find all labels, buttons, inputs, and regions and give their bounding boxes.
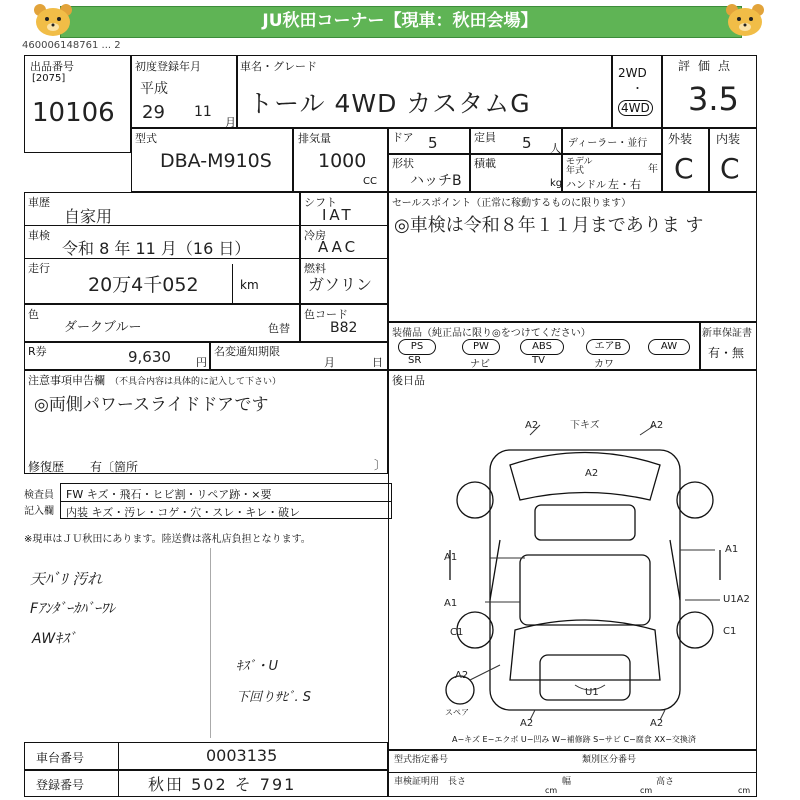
diagram-mark-a2-rear-bumper-left: A2 — [520, 718, 534, 729]
ac-label: 冷房 — [304, 229, 326, 242]
plate-value: 秋田 502 そ 791 — [148, 775, 297, 794]
name-change-day: 日 — [372, 356, 383, 369]
mileage-unit: km — [240, 278, 259, 292]
shape-value: ハッチB — [410, 173, 462, 189]
first-reg-month-unit: 月 — [225, 116, 236, 129]
top-strip: 460006148761 ... 2 — [22, 40, 121, 51]
warranty-label: 新車保証書 — [702, 328, 752, 339]
notes-sub: （不具合内容は具体的に記入して下さい） — [110, 377, 282, 387]
dealer-label: ディーラー・並行 — [568, 138, 648, 149]
payload-label: 積載 — [474, 157, 496, 170]
name-change-label: 名変通知期限 — [214, 345, 280, 358]
hand-note-5: 下回りｻﾋﾞ. S — [236, 690, 312, 705]
height-unit: cm — [738, 786, 751, 795]
inspector-label2: 記入欄 — [24, 506, 54, 517]
bear-mascot-icon — [30, 2, 76, 38]
diagram-mark-a2-hood: A2 — [585, 468, 599, 479]
chassis-label: 車台番号 — [36, 751, 85, 765]
diagram-mark-u1-rear: U1 — [585, 687, 599, 698]
shape-label: 形状 — [392, 157, 414, 170]
type-approval-label: 型式指定番号 — [394, 755, 449, 765]
hand-note-4: ｷｽﾞ・U — [236, 659, 279, 674]
interior-label: 内装 — [716, 132, 741, 146]
hand-note-1: 天ﾊﾞﾘ 汚れ — [30, 570, 103, 588]
diagram-mark-a2-rear-left: A2 — [455, 670, 469, 681]
diagram-mark-a1-left-front: A1 — [444, 552, 458, 563]
sales-point-text: ◎車検は令和８年１１月までありま す — [394, 215, 704, 236]
model-year-label2: 年式 — [566, 166, 585, 176]
hand-note-3: AWｷｽﾞ — [32, 631, 77, 647]
doors-label: ドア — [392, 131, 414, 144]
bear-mascot-icon — [722, 2, 768, 38]
model-label: 車名・グレード — [240, 60, 317, 73]
capacity-label: 定員 — [474, 131, 496, 144]
lot-label: 出品番号 — [30, 60, 74, 73]
header-title: JU秋田コーナー【現車：秋田会場】 — [262, 11, 538, 31]
inspector-row1: FW キズ・飛石・ヒビ割・リペア跡・×要 — [66, 488, 272, 501]
inspector-row2: 内装 キズ・汚レ・コゲ・穴・スレ・キレ・破レ — [66, 506, 301, 519]
class-number-label: 類別区分番号 — [582, 755, 637, 765]
mileage-value: 20万4千052 — [88, 274, 199, 296]
length-label: 長さ — [448, 777, 467, 787]
lot-sub: [2075] — [32, 73, 66, 84]
ac-value: AAC — [318, 238, 359, 256]
name-change-month: 月 — [324, 356, 335, 369]
notes-label: 注意事項申告欄 — [28, 374, 105, 387]
color-label: 色 — [28, 308, 39, 321]
model-year-unit: 年 — [648, 164, 658, 175]
score-label: 評価点 — [678, 59, 739, 73]
mileage-label: 走行 — [28, 262, 50, 275]
equip-navi: ナビ — [470, 359, 490, 370]
shift-label: シフト — [304, 196, 337, 209]
diagram-mark-c1-right: C1 — [723, 626, 737, 637]
recycle-label: R券 — [28, 345, 47, 358]
history-label: 車歴 — [28, 196, 50, 209]
equip-tv: TV — [532, 355, 545, 366]
sales-point-label: セールスポイント（正常に稼動するものに限ります） — [392, 198, 632, 209]
color-code-value: B82 — [330, 320, 358, 336]
doors-value: 5 — [428, 134, 438, 152]
chassis-value: 0003135 — [206, 746, 278, 765]
repair-label: 修復歴 — [28, 460, 65, 474]
capacity-unit: 人 — [550, 142, 561, 155]
warranty-value: 有・無 — [708, 346, 745, 360]
diagram-mark-a2-front-right: A2 — [650, 420, 664, 431]
location-note: ※現車はＪＵ秋田にあります。陸送費は落札店負担となります。 — [24, 534, 311, 545]
type-value: DBA-M910S — [160, 150, 272, 172]
type-label: 型式 — [135, 132, 157, 145]
displacement-unit: CC — [363, 176, 377, 187]
width-unit: cm — [640, 786, 653, 795]
equip-airbag: エアB — [586, 339, 630, 355]
diagram-mark-c1-left: C1 — [450, 627, 464, 638]
drive-2wd: 2WD — [618, 66, 647, 80]
model-year-label1: モデル — [566, 157, 593, 167]
handle-value: 左・右 — [608, 178, 641, 191]
capacity-value: 5 — [522, 134, 532, 152]
plate-label: 登録番号 — [36, 778, 85, 792]
color-value: ダークブルー — [64, 320, 142, 335]
length-unit: cm — [545, 786, 558, 795]
equip-abs: ABS — [520, 339, 564, 355]
score-value: 3.5 — [688, 80, 739, 118]
car-diagram — [440, 420, 770, 740]
width-label: 幅 — [562, 777, 572, 787]
equip-sr: SR — [408, 355, 422, 366]
exterior-value: C — [674, 152, 694, 185]
diagram-mark-front-scratch: 下キズ — [570, 420, 600, 431]
inspection-label: 車検 — [28, 229, 50, 242]
lot-number: 10106 — [32, 98, 115, 128]
drive-4wd: 4WD — [618, 100, 653, 116]
recycle-value: 9,630 — [128, 348, 171, 366]
inspection-value: 令和 8 年 11 月（16 日） — [62, 239, 251, 258]
history-value: 自家用 — [64, 207, 113, 226]
interior-value: C — [720, 152, 740, 185]
equipment-label: 装備品（純正品に限り◎をつけてください） — [392, 328, 591, 339]
diagram-mark-a1-left-rear: A1 — [444, 598, 458, 609]
hand-note-2: Fｱﾝﾀﾞｰｶﾊﾞｰﾜﾚ — [30, 601, 116, 617]
first-reg-era: 平成 — [140, 81, 168, 97]
displacement-value: 1000 — [318, 150, 367, 172]
displacement-label: 排気量 — [298, 132, 331, 145]
height-label: 高さ — [656, 777, 675, 787]
first-reg-label: 初度登録年月 — [135, 60, 201, 73]
shift-value: IAT — [322, 206, 354, 224]
fuel-value: ガソリン — [308, 275, 373, 294]
equip-pw: PW — [462, 339, 500, 355]
repair-value: 有〔箇所 — [90, 460, 139, 474]
model-name: トール 4WD カスタムG — [248, 89, 531, 118]
exterior-label: 外装 — [668, 132, 693, 146]
recycle-box — [24, 342, 210, 370]
inspector-label1: 検査員 — [24, 490, 54, 501]
cert-label: 車検証明用 — [394, 777, 440, 787]
diagram-mark-u1a2-right: U1A2 — [723, 594, 750, 605]
color-repaint-label: 色替 — [268, 322, 290, 335]
first-reg-month: 11 — [194, 104, 212, 120]
fuel-label: 燃料 — [304, 262, 326, 275]
diagram-mark-a2-front-left: A2 — [525, 420, 539, 431]
equip-aw: AW — [648, 339, 690, 355]
diagram-mark-a1-right-front: A1 — [725, 544, 739, 555]
diagram-mark-a2-rear-bumper-right: A2 — [650, 718, 664, 729]
notes-text: ◎両側パワースライドドアです — [34, 395, 269, 415]
rear-seat-label: 後日品 — [392, 374, 425, 387]
equip-ps: PS — [398, 339, 436, 355]
equip-leather: カワ — [594, 359, 614, 370]
payload-unit: kg — [550, 178, 563, 189]
damage-legend: A−キズ E−エクボ U−凹み W−補修跡 S−サビ C−腐食 XX−交換済 — [452, 735, 696, 744]
diagram-spare-label: スペア — [445, 708, 469, 717]
color-code-label: 色コード — [304, 308, 348, 321]
drive-sep: ・ — [632, 82, 643, 95]
handle-label: ハンドル — [566, 180, 606, 191]
first-reg-year: 29 — [142, 102, 165, 123]
recycle-unit: 円 — [196, 356, 207, 369]
